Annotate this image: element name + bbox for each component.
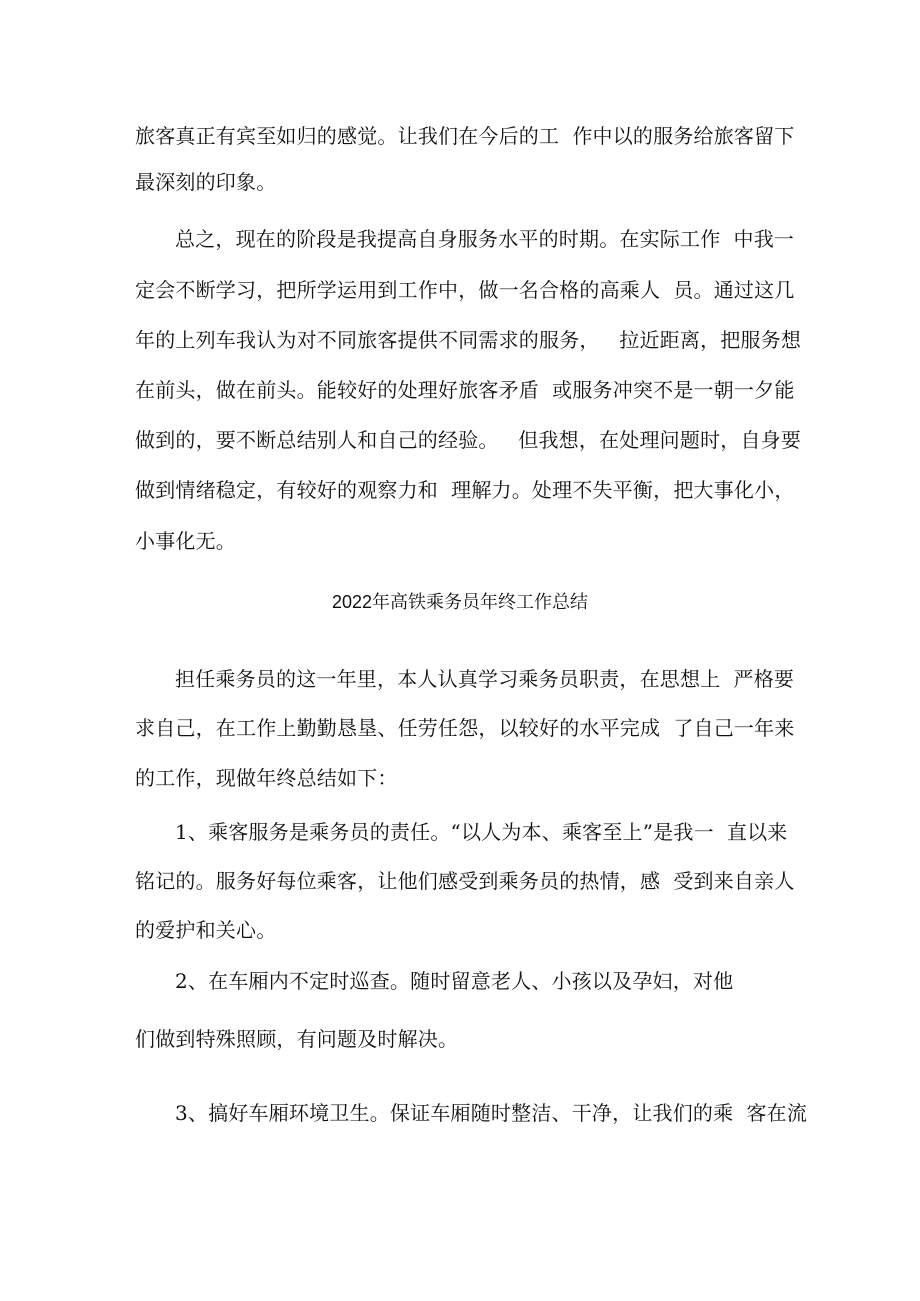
text-line: 年的上列车我认为对不同旅客提供不同需求的服务， 拉近距离，把服务想 [135, 328, 802, 352]
document-title: 2022年高铁乘务员年终工作总结 [331, 592, 589, 612]
paragraph-first-line: 总之，现在的阶段是我提高自身服务水平的时期。在实际工作 中我一 [175, 227, 795, 251]
text-line: 定会不断学习，把所学运用到工作中，做一名合格的高乘人 员。通过这几 [135, 278, 795, 302]
text-line: 的爱护和关心。 [135, 918, 277, 942]
text-line: 的工作，现做年终总结如下： [135, 766, 398, 790]
text-line: 在前头，做在前头。能较好的处理好旅客矛盾 或服务冲突不是一朝一夕能 [135, 378, 795, 402]
text-line: 求自己，在工作上勤勤恳垦、任劳任怨，以较好的水平完成 了自己一年来 [135, 716, 795, 740]
numbered-item-first-line: 1、乘客服务是乘务员的责任。“以人为本、乘客至上”是我一 直以来 [175, 820, 788, 844]
text-line: 最深刻的印象。 [135, 170, 277, 194]
paragraph-first-line: 担任乘务员的这一年里，本人认真学习乘务员职责，在思想上 严格要 [175, 667, 795, 691]
text-line: 做到的，要不断总结别人和自己的经验。 但我想，在处理问题时，自身要 [135, 428, 802, 452]
numbered-item-first-line: 3、搞好车厢环境卫生。保证车厢随时整洁、干净，让我们的乘 客在流 [175, 1101, 808, 1125]
text-line: 铭记的。服务好每位乘客，让他们感受到乘务员的热情，感 受到来自亲人 [135, 869, 795, 893]
text-line: 做到情绪稳定，有较好的观察力和 理解力。处理不失平衡，把大事化小， [135, 478, 795, 502]
text-line: 小事化无。 [135, 529, 236, 553]
numbered-item-first-line: 2、在车厢内不定时巡查。随时留意老人、小孩以及孕妇，对他 [175, 969, 734, 993]
text-line: 旅客真正有宾至如归的感觉。让我们在今后的工 作中以的服务给旅客留下 [135, 124, 795, 148]
text-line: 们做到特殊照顾，有问题及时解决。 [135, 1027, 459, 1051]
